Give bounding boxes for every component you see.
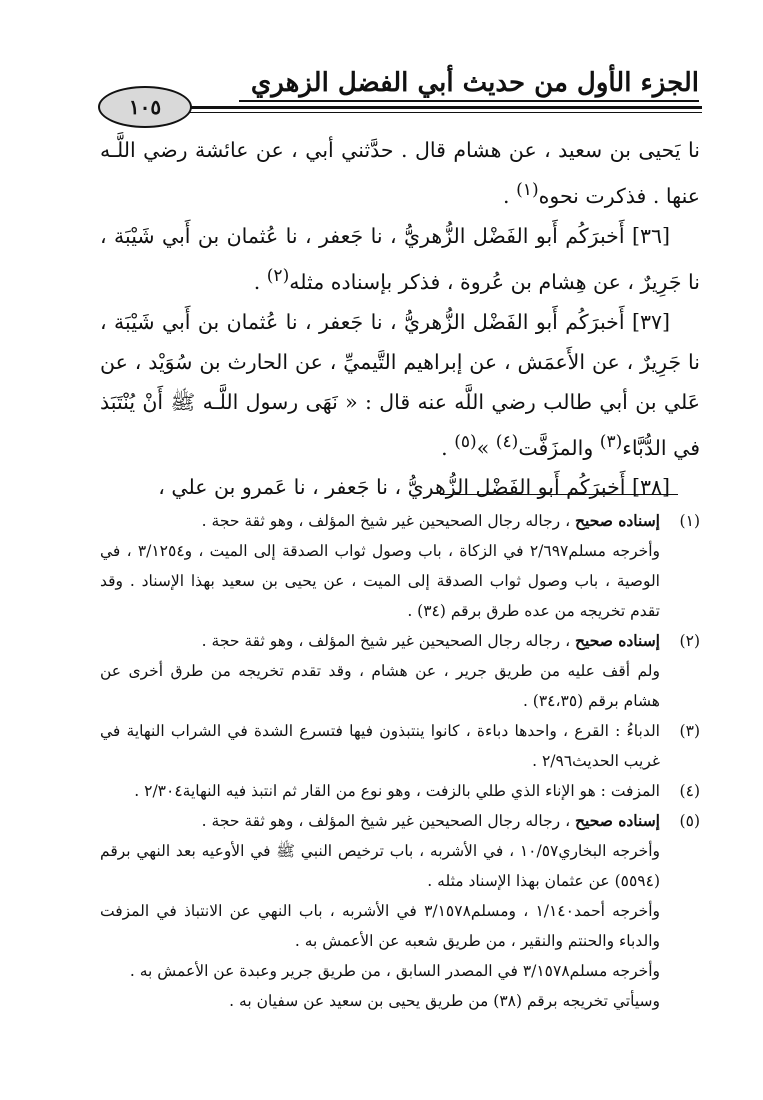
paragraph-text: [٣٨] أَخبرَكُم أَبو الفَضْل الزُّهريُّ ، نا جَعفر ، نا عَمرو بن علي ، <box>158 475 670 500</box>
hadith-36: [٣٦] أَخبرَكُم أَبو الفَضْل الزُّهريُّ ، نا جَعفر ، نا عُثمان بن أَبي شَيْبَة ، نا جَرِيرٌ ، عن هِشام بن عُروة ، فذكر بإسناده مثله$^{(٢)}$ . <box>100 223 700 294</box>
footnote-line <box>100 806 660 836</box>
hadith-37: [٣٧] أَخبرَكُم أَبو الفَضْل الزُّهريُّ ، نا جَعفر ، نا عُثمان بن أَبي شَيْبَة ، نا جَرِيرٌ ، عن الأَعمَش ، عن إبراهيم التَّيميِّ ، عن الحارث بن سُوَيْد ، عن عَلي بن أبي طالب رضي اللَّه عنه قال : « نَهَى رسول اللَّـه ﷺ أَنْ يُنْتَبَذ في الدُّبَّاء$^{(٣)}$ والمزَفَّت$^{(٤)}$ »$^{(٥)}$ . <box>100 309 700 460</box>
footnote-bold: إسناده صحيح <box>575 811 660 830</box>
footnote-line: وسيأتي تخريجه برقم (٣٨) من طريق يحيى بن سعيد عن سفيان به . <box>229 992 660 1010</box>
footnote-1 <box>100 506 700 626</box>
paragraph-continuation: نا يَحيى بن سعيد ، عن هشام قال . حدَّثني أبي ، عن عائشة رضي اللَّـه عنها . فذكرت نحوه$^{(١)}$ . <box>100 138 700 208</box>
header-rule-thin <box>112 112 702 113</box>
footnote-ref: (٤) <box>495 431 519 452</box>
footnote-5 <box>100 806 700 1016</box>
paragraph-text: نا يَحيى بن سعيد ، عن هشام قال . حدَّثني أبي ، عن عائشة رضي اللَّـه عنها . فذكرت نحوه <box>100 138 700 208</box>
footnote-bold: إسناده صحيح <box>575 511 660 530</box>
footnote-number: (٣) <box>679 722 700 740</box>
footnote-line <box>100 506 660 536</box>
footnote-ref: (٣) <box>599 431 623 452</box>
footnote-ref: (١) <box>516 180 539 200</box>
footnote-number: (١) <box>679 512 700 530</box>
page-number: ١٠٥ <box>128 95 162 119</box>
footnote-line: الدباءُ : القرع ، واحدها دباءة ، كانوا ينتبذون فيها فتسرع الشدة في الشراب النهاية في غريب الحديث٢/٩٦ . <box>100 722 660 770</box>
footnote-number: (٤) <box>679 782 700 800</box>
footnote-3 <box>100 716 700 776</box>
header-rule <box>112 106 702 109</box>
footnote-text: ، رجاله رجال الصحيحين غير شيخ المؤلف ، وهو ثقة حجة . <box>201 812 571 830</box>
footnote-line: ولم أقف عليه من طريق جرير ، عن هشام ، وقد تقدم تخريجه من طرق أخرى عن هشام برقم (٣٤،٣٥) . <box>100 662 660 710</box>
footnote-text: ، رجاله رجال الصحيحين غير شيخ المؤلف ، وهو ثقة حجة . <box>201 512 571 530</box>
main-text <box>100 130 700 507</box>
hadith-38 <box>100 467 700 507</box>
footnote-line: وأخرجه مسلم٣/١٥٧٨ في المصدر السابق ، من طريق جرير وعبدة عن الأعمش به . <box>129 962 660 980</box>
footnote-2 <box>100 626 700 716</box>
footnote-line: وأخرجه البخاري١٠/٥٧ ، في الأشربه ، باب ترخيص النبي ﷺ في الأوعيه بعد النهي برقم (٥٥٩٤) عن عثمان بهذا الإسناد مثله . <box>100 842 661 890</box>
paragraph-text: » <box>476 435 496 460</box>
paragraph-text: [٣٦] أَخبرَكُم أَبو الفَضْل الزُّهريُّ ، نا جَعفر ، نا عُثمان بن أَبي شَيْبَة ، نا جَرِيرٌ ، عن هِشام بن عُروة ، فذكر بإسناده مثله <box>100 223 700 294</box>
page-number-badge <box>98 86 192 128</box>
footnote-line: وأخرجه مسلم٢/٦٩٧ في الزكاة ، باب وصول ثواب الصدقة إلى الميت ، و٣/١٢٥٤ ، في الوصية ، باب وصول ثواب الصدقة إلى الميت ، عن يحيى بن سعيد بهذا الإسناد . وقد تقدم تخريجه من عده طرق برقم (٣٤) . <box>100 542 661 620</box>
paragraph-text: [٣٧] أَخبرَكُم أَبو الفَضْل الزُّهريُّ ، نا جَعفر ، نا عُثمان بن أَبي شَيْبَة ، نا جَرِيرٌ ، عن الأَعمَش ، عن إبراهيم التَّيميِّ ، عن الحارث بن سُوَيْد ، عن عَلي بن أبي طالب رضي اللَّه عنه قال : « نَهَى رسول اللَّـه ﷺ أَنْ يُنْتَبَذ في الدُّبَّاء <box>100 309 700 460</box>
footnote-separator <box>440 494 678 495</box>
footnote-line: المزفت : هو الإناء الذي طلي بالزفت ، وهو نوع من القار ثم انتبذ فيه النهاية٢/٣٠٤ . <box>134 782 660 800</box>
running-header-title: الجزء الأول من حديث أبي الفضل الزهري <box>239 68 699 102</box>
footnote-text: ، رجاله رجال الصحيحين غير شيخ المؤلف ، وهو ثقة حجة . <box>201 632 571 650</box>
footnote-4 <box>100 776 700 806</box>
footnote-line: وأخرجه أحمد١/١٤٠ ، ومسلم٣/١٥٧٨ في الأشربه ، باب النهي عن الانتباذ في المزفت والدباء والحنتم والنقير ، من طريق شعبه عن الأعمش به . <box>100 902 660 950</box>
paragraph-text: والمزَفَّت <box>518 435 600 460</box>
footnotes <box>100 506 700 1016</box>
footnote-number: (٢) <box>679 632 700 650</box>
footnote-ref: (٢) <box>266 265 290 286</box>
footnote-number: (٥) <box>679 812 700 830</box>
footnote-line <box>100 626 660 656</box>
footnote-bold: إسناده صحيح <box>575 631 660 650</box>
footnote-ref: (٥) <box>454 431 477 452</box>
